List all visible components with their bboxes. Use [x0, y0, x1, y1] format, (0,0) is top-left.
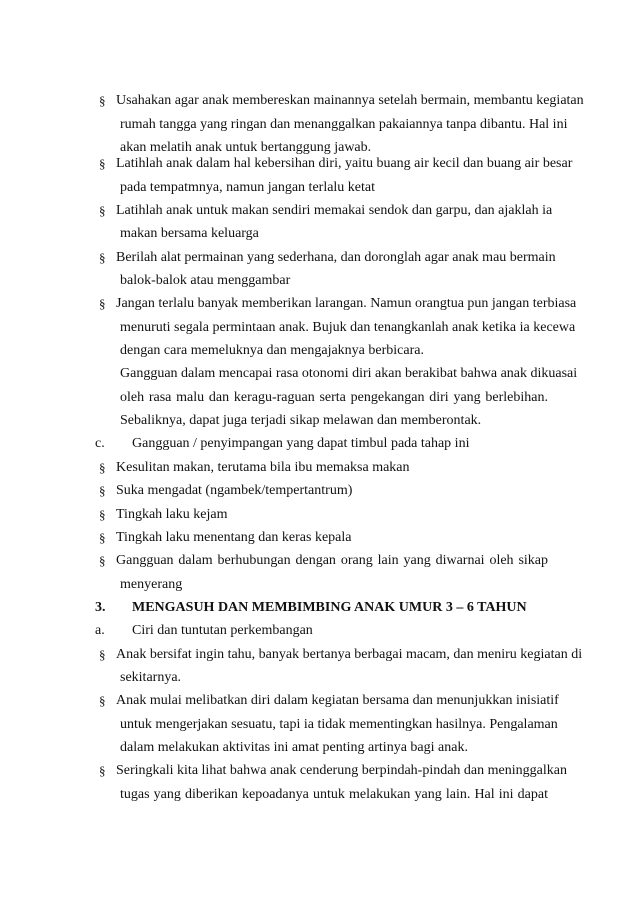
paragraph-line: rumah tangga yang ringan dan menanggalkan pakaiannya tanpa dibantu. Hal ini	[120, 117, 568, 132]
paragraph-line: Latihlah anak untuk makan sendiri memakai sendok dan garpu, dan ajaklah ia	[116, 203, 553, 218]
list-item: Anak bersifat ingin tahu, banyak bertanya berbagai macam, dan meniru kegiatan di	[116, 647, 583, 662]
bullet-symbol: §	[99, 296, 106, 311]
bullet-symbol: §	[99, 507, 106, 522]
bullet-symbol: §	[99, 203, 106, 218]
list-item: Tingkah laku kejam	[116, 507, 228, 522]
list-item: Suka mengadat (ngambek/tempertantrum)	[116, 483, 353, 498]
bullet-symbol: §	[99, 763, 106, 778]
list-item: untuk mengerjakan sesuatu, tapi ia tidak mementingkan hasilnya. Pengalaman	[120, 717, 558, 732]
section-marker: a.	[95, 623, 105, 638]
paragraph-line: makan bersama keluarga	[120, 226, 259, 241]
list-item: menyerang	[120, 577, 183, 592]
paragraph-line: oleh rasa malu dan keragu-raguan serta pengekangan diri yang berlebihan.	[120, 390, 548, 405]
bullet-symbol: §	[99, 530, 106, 545]
section-marker: 3.	[95, 600, 106, 615]
paragraph-line: pada tempatmnya, namun jangan terlalu ketat	[120, 180, 376, 195]
paragraph-line: Sebaliknya, dapat juga terjadi sikap melawan dan memberontak.	[120, 413, 482, 428]
bullet-symbol: §	[99, 460, 106, 475]
paragraph-line: Usahakan agar anak membereskan mainannya setelah bermain, membantu kegiatan	[116, 93, 584, 108]
paragraph-line: balok-balok atau menggambar	[120, 273, 291, 288]
section-marker: c.	[95, 436, 105, 451]
list-item: Seringkali kita lihat bahwa anak cenderung berpindah-pindah dan meninggalkan	[116, 763, 567, 778]
section-heading: Gangguan / penyimpangan yang dapat timbul pada tahap ini	[132, 436, 470, 451]
bullet-symbol: §	[99, 93, 106, 108]
paragraph-line: Latihlah anak dalam hal kebersihan diri, yaitu buang air kecil dan buang air besar	[116, 156, 573, 171]
bullet-symbol: §	[99, 250, 106, 265]
paragraph-line: Jangan terlalu banyak memberikan larangan. Namun orangtua pun jangan terbiasa	[116, 296, 577, 311]
list-item: sekitarnya.	[120, 670, 182, 685]
paragraph-line: Gangguan dalam mencapai rasa otonomi diri akan berakibat bahwa anak dikuasai	[120, 366, 578, 381]
paragraph-line: Berilah alat permainan yang sederhana, dan doronglah agar anak mau bermain	[116, 250, 556, 265]
list-item: Gangguan dalam berhubungan dengan orang lain yang diwarnai oleh sikap	[116, 553, 548, 568]
bullet-symbol: §	[99, 647, 106, 662]
bullet-symbol: §	[99, 483, 106, 498]
paragraph-line: menuruti segala permintaan anak. Bujuk dan tenangkanlah anak ketika ia kecewa	[120, 320, 576, 335]
paragraph-line: dengan cara memeluknya dan mengajaknya berbicara.	[120, 343, 424, 358]
bullet-symbol: §	[99, 156, 106, 171]
section-heading: Ciri dan tuntutan perkembangan	[132, 623, 313, 638]
bullet-symbol: §	[99, 553, 106, 568]
list-item: Anak mulai melibatkan diri dalam kegiatan bersama dan menunjukkan inisiatif	[116, 693, 559, 708]
list-item: Tingkah laku menentang dan keras kepala	[116, 530, 352, 545]
list-item: Kesulitan makan, terutama bila ibu memaksa makan	[116, 460, 410, 475]
list-item: tugas yang diberikan kepoadanya untuk melakukan yang lain. Hal ini dapat	[120, 787, 548, 802]
list-item: dalam melakukan aktivitas ini amat penting artinya bagi anak.	[120, 740, 468, 755]
paragraph-line: akan melatih anak untuk bertanggung jawab.	[120, 140, 372, 155]
bullet-symbol: §	[99, 693, 106, 708]
section-heading: MENGASUH DAN MEMBIMBING ANAK UMUR 3 – 6 TAHUN	[132, 600, 527, 615]
